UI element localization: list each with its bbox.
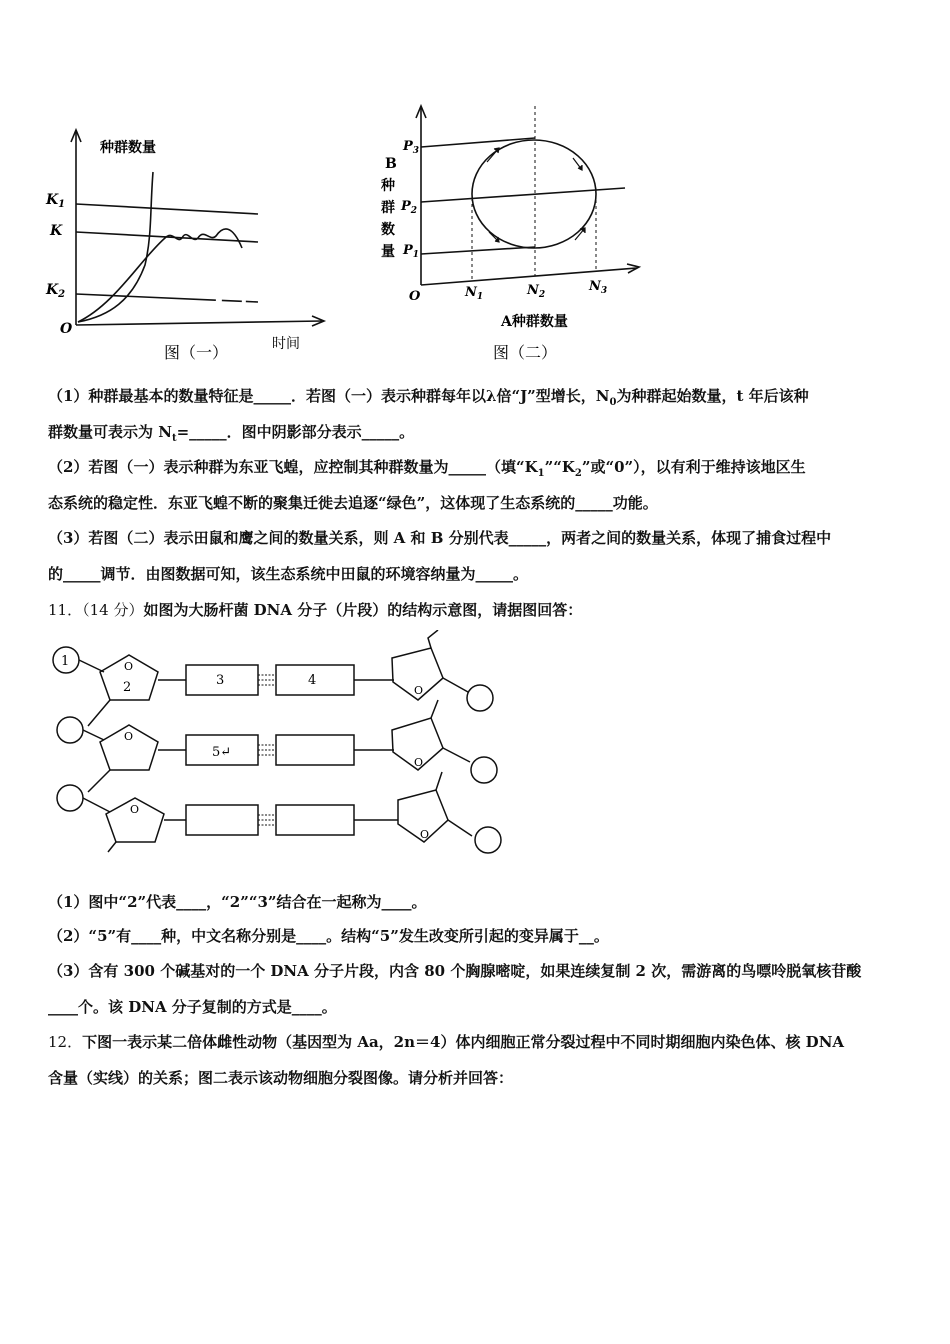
dna-label-2: 2 [123,680,132,695]
fig2-y-label-5: 量 [381,244,395,260]
figure-dna-structure [48,630,518,870]
figure-predator-prey [375,100,665,370]
fig1-x-axis [76,321,322,325]
fig1-k2-label: $K_2$ [46,282,66,300]
q11-line-4: ____个。该 DNA 分子复制的方式是____。 [48,998,337,1016]
dna-label-o-4: O [414,684,424,697]
q10-line-5: （3）若图（二）表示田鼠和鹰之间的数量关系，则 A 和 B 分别代表_____，两者之间的数量关系，体现了捕食过程中 [48,529,832,547]
dna-label-1: 1 [61,654,70,669]
phosphate-left-3 [57,785,83,811]
q11-line-2: （2）“5”有____种，中文名称分别是____。结构“5”发生改变所引起的变异属于__。 [48,927,609,945]
fig2-y-label-b: B [385,156,397,172]
fig1-caption: 图（一） [164,343,229,362]
fig2-caption: 图（二） [493,343,558,362]
fig2-y-label-3: 群 [381,200,395,216]
fig2-y-label-4: 数 [381,222,395,238]
q10-line-2: 群数量可表示为 $N_t=\_\_\_\_\_$．图中阴影部分表示_____。 [48,423,415,444]
base-left-3 [186,805,258,835]
fig1-k1-label: $K_1$ [46,192,66,210]
fig2-n1-label: $N_1$ [465,285,484,302]
dna-label-o-2: O [124,730,134,743]
fig1-j-curve [78,172,153,322]
fig2-x-axis-label: A种群数量 [501,314,568,330]
fig1-s-curve [78,229,242,322]
fig2-n3-label: $N_3$ [589,279,608,296]
fig2-arrow-upper-left [487,148,499,162]
q10-line-6: 的_____调节．由图数据可知，该生态系统中田鼠的环境容纳量为_____。 [48,565,529,583]
dna-label-4: 4 [308,673,317,688]
fig2-p3-label: $P_3$ [403,139,420,156]
dna-label-3: 3 [216,673,225,688]
fig2-p1-line [421,247,535,254]
fig1-k2-line [76,294,258,302]
dna-label-o-5: O [414,756,424,769]
fig1-origin: O [60,321,73,337]
fig2-n2-label: $N_2$ [527,283,546,300]
q12-line-2: 含量（实线）的关系；图二表示该动物细胞分裂图像。请分析并回答： [48,1069,514,1087]
dna-label-o-3: O [130,803,140,816]
q10-line-1: （1）种群最基本的数量特征是_____．若图（一）表示种群每年以λ倍“J”型增长，$N_0$为种群起始数量，t 年后该种 [48,387,809,408]
phosphate-right-1 [467,685,493,711]
phosphate-right-2 [471,757,497,783]
dna-label-o-1: O [124,660,134,673]
phosphate-left-2 [57,717,83,743]
fig2-p2-label: $P_2$ [401,199,418,216]
q11-line-1: （1）图中“2”代表____，“2”“3”结合在一起称为____。 [48,893,427,911]
fig2-y-label-2: 种 [381,178,395,194]
fig1-k-label: K [50,223,63,239]
base-right-3 [276,805,354,835]
fig1-y-axis-label: 种群数量 [100,140,156,156]
figure-population-growth [40,120,340,370]
fig2-p2-line [421,188,625,202]
fig1-x-axis-label: 时间 [272,336,300,352]
dna-label-o-6: O [420,828,430,841]
phosphate-right-3 [475,827,501,853]
fig2-origin: O [409,289,421,304]
q10-line-3: （2）若图（一）表示种群为东亚飞蝗，应控制其种群数量为_____（填“$K_1”“K_2$”或“0”），以有利于维持该地区生 [48,458,806,479]
base-right-2 [276,735,354,765]
fig1-k1-line [76,204,258,214]
fig2-p1-label: $P_1$ [403,243,420,260]
dna-label-5: 5↵ [212,745,232,760]
q12-line-1: 12．下图一表示某二倍体雌性动物（基因型为 Aa，2n＝4）体内细胞正常分裂过程中不同时期细胞内染色体、核 DNA [48,1033,845,1051]
q10-line-4: 态系统的稳定性．东亚飞蝗不断的聚集迁徙去追逐“绿色”，这体现了生态系统的_____功能。 [48,494,658,512]
fig2-arrow-upper-right [573,158,582,170]
q11-line-3: （3）含有 300 个碱基对的一个 DNA 分子片段，内含 80 个胸腺嘧啶，如果连续复制 2 次，需游离的鸟嘌呤脱氧核苷酸 [48,962,862,980]
q11-title: 11．（14 分）如图为大肠杆菌 DNA 分子（片段）的结构示意图，请据图回答： [48,601,583,619]
